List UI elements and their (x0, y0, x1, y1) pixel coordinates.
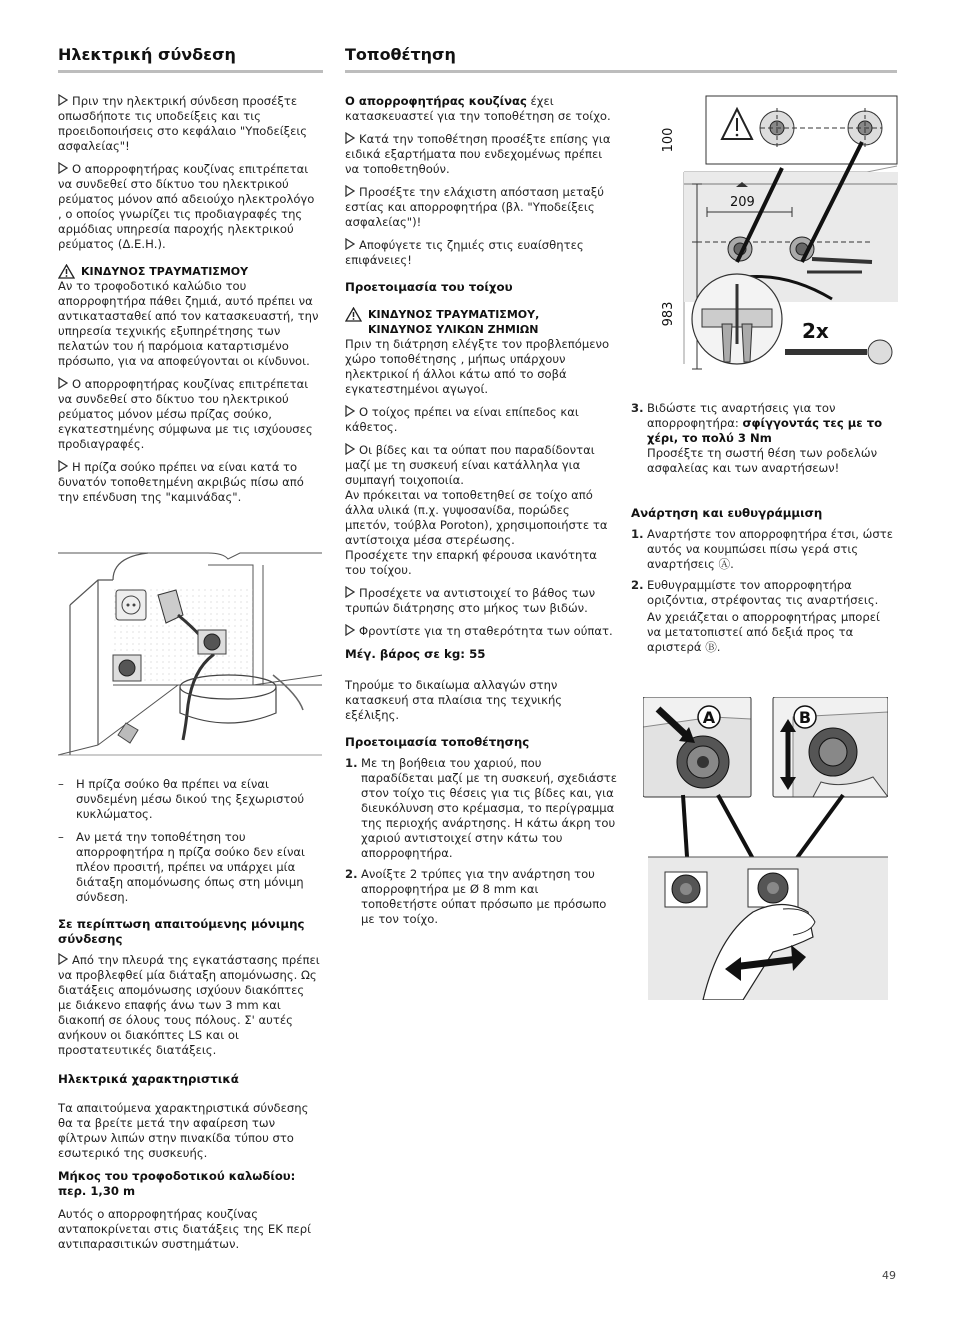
warning-text: Πριν τη διάτρηση ελέγξτε τον προβλεπόμενο χώρο τοποθέτησης , μήπως υπάρχουν ηλεκτρικοί ή άλλοι κάτω από το σοβά εγκατεστημένοι αγωγοί. (345, 337, 610, 396)
list-item: 1. Αναρτήστε τον απορροφητήρα έτσι, ώστε αυτός να κουμπώσει πίσω γερά στις αναρτήσεις Ⓐ. (631, 527, 893, 571)
list-item: – Η πρίζα σούκο θα πρέπει να είναι συνδεμένη μέσω δικού της ξεχωριστού κυκλώματος. (58, 777, 305, 821)
heading-rule (345, 70, 897, 73)
paragraph: Αποφύγετε τις ζημιές στις ευαίσθητες επιφάνειες! (345, 238, 584, 267)
warning-title: ΚΙΝΔΥΝΟΣ ΤΡΑΥΜΑΤΙΣΜΟΥ, ΚΙΝΔΥΝΟΣ ΥΛΙΚΩΝ ΖΗΜΙΩΝ (345, 307, 617, 337)
subheading: Προετοιμασία τοποθέτησης (345, 735, 530, 749)
list-item: – Αν μετά την τοποθέτηση του απορροφητήρα η πρίζα σούκο δεν είναι πλέον προσιτή, πρέπει να υπάρχει μία διάταξη απομόνωσης όπως στη μόνιμη σύνδεση. (58, 830, 305, 904)
paragraph: Ο απορροφητήρας κουζίνας έχει κατασκευαστεί για την τοποθέτηση σε τοίχο. (345, 94, 611, 123)
subheading: Προετοιμασία του τοίχου (345, 280, 513, 294)
arrow-icon (58, 953, 68, 965)
warning-text: Αν το τροφοδοτικό καλώδιο του απορροφητήρα πάθει ζημιά, αυτό πρέπει να αντικατασταθεί από τον κατασκευαστή, την υπηρεσία τεχνικής εξυπηρέτησης των πελατών του ή παρόμοια καταρτισμένο πρόσωπο, για να αποφεύγονται οι κίνδυνοι. (58, 279, 319, 368)
arrow-icon (58, 94, 68, 106)
right-column (631, 401, 896, 655)
warning-icon (58, 264, 75, 279)
paragraph: Τηρούμε το δικαίωμα αλλαγών στην κατασκευή στα πλαίσια της τεχνικής εξέλιξης. (345, 678, 563, 722)
subheading: Ηλεκτρικά χαρακτηριστικά (58, 1072, 239, 1086)
list-item: 3. Βιδώστε τις αναρτήσεις για τον απορροφητήρα: σφίγγοντάς τες με το χέρι, το πολύ 3 Nm Προσέξτε τη σωστή θέση των ροδελών ασφαλείας και των αναρτήσεων! (631, 401, 883, 475)
label-a: A (702, 708, 716, 727)
paragraph: Κατά την τοποθέτηση προσέξτε επίσης για ειδικά εξαρτήματα που ενδεχομένως πρέπει να τοποθετηθούν. (345, 132, 611, 176)
paragraph: Προσέξτε την ελάχιστη απόσταση μεταξύ εστίας και απορροφητήρα (βλ. "Υποδείξεις ασφαλείας")! (345, 185, 604, 229)
paragraph: Αν χρειάζεται ο απορροφητήρας μπορεί να μετατοπιστεί από δεξιά προς τα αριστερά Ⓑ. (647, 610, 880, 654)
paragraph: Τα απαιτούμενα χαρακτηριστικά σύνδεσης θα τα βρείτε μετά την αφαίρεση των φίλτρων λιπών στην πινακίδα τύπου στο εσωτερικό της συσκευής. (58, 1101, 309, 1160)
paragraph: Φροντίστε για τη σταθερότητα των ούπατ. (345, 624, 617, 639)
heading-rule (58, 70, 323, 73)
section-heading-electrical: Ηλεκτρική σύνδεση (58, 45, 236, 64)
paragraph: Αυτός ο απορροφητήρας κουζίνας ανταποκρίνεται στις διατάξεις της ΕΚ περί αντιπαρασιτικών συστημάτων. (58, 1207, 312, 1251)
dimension-100-label: 100 (661, 127, 676, 153)
wall-mounting-figure (652, 94, 898, 394)
cable-length: Μήκος του τροφοδοτικού καλωδίου: περ. 1,30 m (58, 1169, 296, 1198)
paragraph: Προσέχετε την επαρκή φέρουσα ικανότητα του τοίχου. (345, 548, 597, 577)
paragraph: Οι βίδες και τα ούπατ που παραδίδονται μαζί με τη συσκευή είναι κατάλληλα για συμπαγή τοιχοποιία. (345, 443, 595, 487)
paragraph: Ο τοίχος πρέπει να είναι επίπεδος και κάθετος. (345, 405, 579, 434)
arrow-icon (345, 185, 355, 197)
arrow-icon (58, 460, 68, 472)
arrow-icon (345, 132, 355, 144)
page-number: 49 (882, 1269, 896, 1282)
section-heading-installation: Τοποθέτηση (345, 45, 456, 64)
list-item: 2. Ανοίξτε 2 τρύπες για την ανάρτηση του απορροφητήρα με Ø 8 mm και τοποθετήστε ούπατ πρόσωπο με πρόσωπο με τον τοίχο. (345, 867, 607, 926)
socket-illustration (58, 545, 322, 765)
warning-title: ΚΙΝΔΥΝΟΣ ΤΡΑΥΜΑΤΙΣΜΟΥ (58, 264, 320, 279)
paragraph: Από την πλευρά της εγκατάστασης πρέπει να προβλεφθεί μία διάταξη απομόνωσης. Ως διατάξεις απομόνωσης ισχύουν διακόπτες με διάκενο επαφής άνω των 3 mm και διακοπή σε όλους τους πόλους. Σ' αυτές ανήκουν οι διακόπτες LS και οι προστατευτικές διατάξεις. (58, 953, 320, 1057)
arrow-icon (345, 624, 355, 636)
paragraph: Προσέχετε να αντιστοιχεί το βάθος των τρυπών διάτρησης στο μήκος των βιδών. (345, 586, 596, 615)
arrow-icon (58, 162, 68, 174)
warning-icon (345, 307, 362, 322)
left-column-bottom (58, 777, 320, 1260)
max-weight: Μέγ. βάρος σε kg: 55 (345, 647, 486, 661)
paragraph: Αν πρόκειται να τοποθετηθεί σε τοίχο από άλλα υλικά (π.χ. γυψοσανίδα, πορώδες μπετόν, τούβλα Poroton), χρησιμοποιήστε τα αντίστοιχα μέσα στερέωσης. (345, 488, 608, 547)
paragraph: Ο απορροφητήρας κουζίνας επιτρέπεται να συνδεθεί στο δίκτυο του ηλεκτρικού ρεύματος μόνον μέσω πρίζας σούκο, εγκατεστημένης σύμφωνα με τις ισχύουσες προδιαγραφές. (58, 377, 313, 451)
dimension-983-label: 983 (661, 301, 676, 327)
subheading: Σε περίπτωση απαιτούμενης μόνιμης σύνδεσης (58, 917, 305, 946)
left-column-top (58, 94, 320, 513)
quantity-label: 2x (802, 319, 829, 343)
arrow-icon (345, 443, 355, 455)
arrow-icon (58, 377, 68, 389)
dimension-209-label: 209 (730, 195, 755, 210)
paragraph: Πριν την ηλεκτρική σύνδεση προσέξτε οπωσδήποτε τις υποδείξεις και τις προειδοποιήσεις στο κεφάλαιο "Υποδείξεις ασφαλείας"! (58, 94, 308, 153)
paragraph: Η πρίζα σούκο πρέπει να είναι κατά το δυνατόν τοποθετημένη ακριβώς πίσω από την επένδυση της "καμινάδας". (58, 460, 304, 504)
subheading: Ανάρτηση και ευθυγράμμιση (631, 506, 823, 520)
hanging-figure (643, 697, 888, 1000)
middle-column (345, 94, 617, 933)
arrow-icon (345, 405, 355, 417)
arrow-icon (345, 586, 355, 598)
label-b: B (798, 708, 812, 727)
arrow-icon (345, 238, 355, 250)
list-item: 2. Ευθυγραμμίστε τον απορροφητήρα οριζόντια, στρέφοντας τις αναρτήσεις. (631, 578, 879, 607)
list-item: 1. Με τη βοήθεια του χαριού, που παραδίδεται μαζί με τη συσκευή, σχεδιάστε στον τοίχο τις θέσεις για τις βίδες και, για διευκόλυνση στο κρέμασμα, το περίγραμμα της περιοχής ανάρτησης. Η κάτω άκρη του χαριού αντιστοιχεί στην κάτω του απορροφητήρα. (345, 756, 618, 860)
paragraph: Ο απορροφητήρας κουζίνας επιτρέπεται να συνδεθεί στο δίκτυο του ηλεκτρικού ρεύματος μόνον από αδειούχο ηλεκτρολόγο , ο οποίος γνωρίζει τις προδιαγραφές της αρμόδιας υπηρεσία παροχής ηλεκτρικού ρεύματος (Δ.Ε.Η.). (58, 162, 315, 251)
